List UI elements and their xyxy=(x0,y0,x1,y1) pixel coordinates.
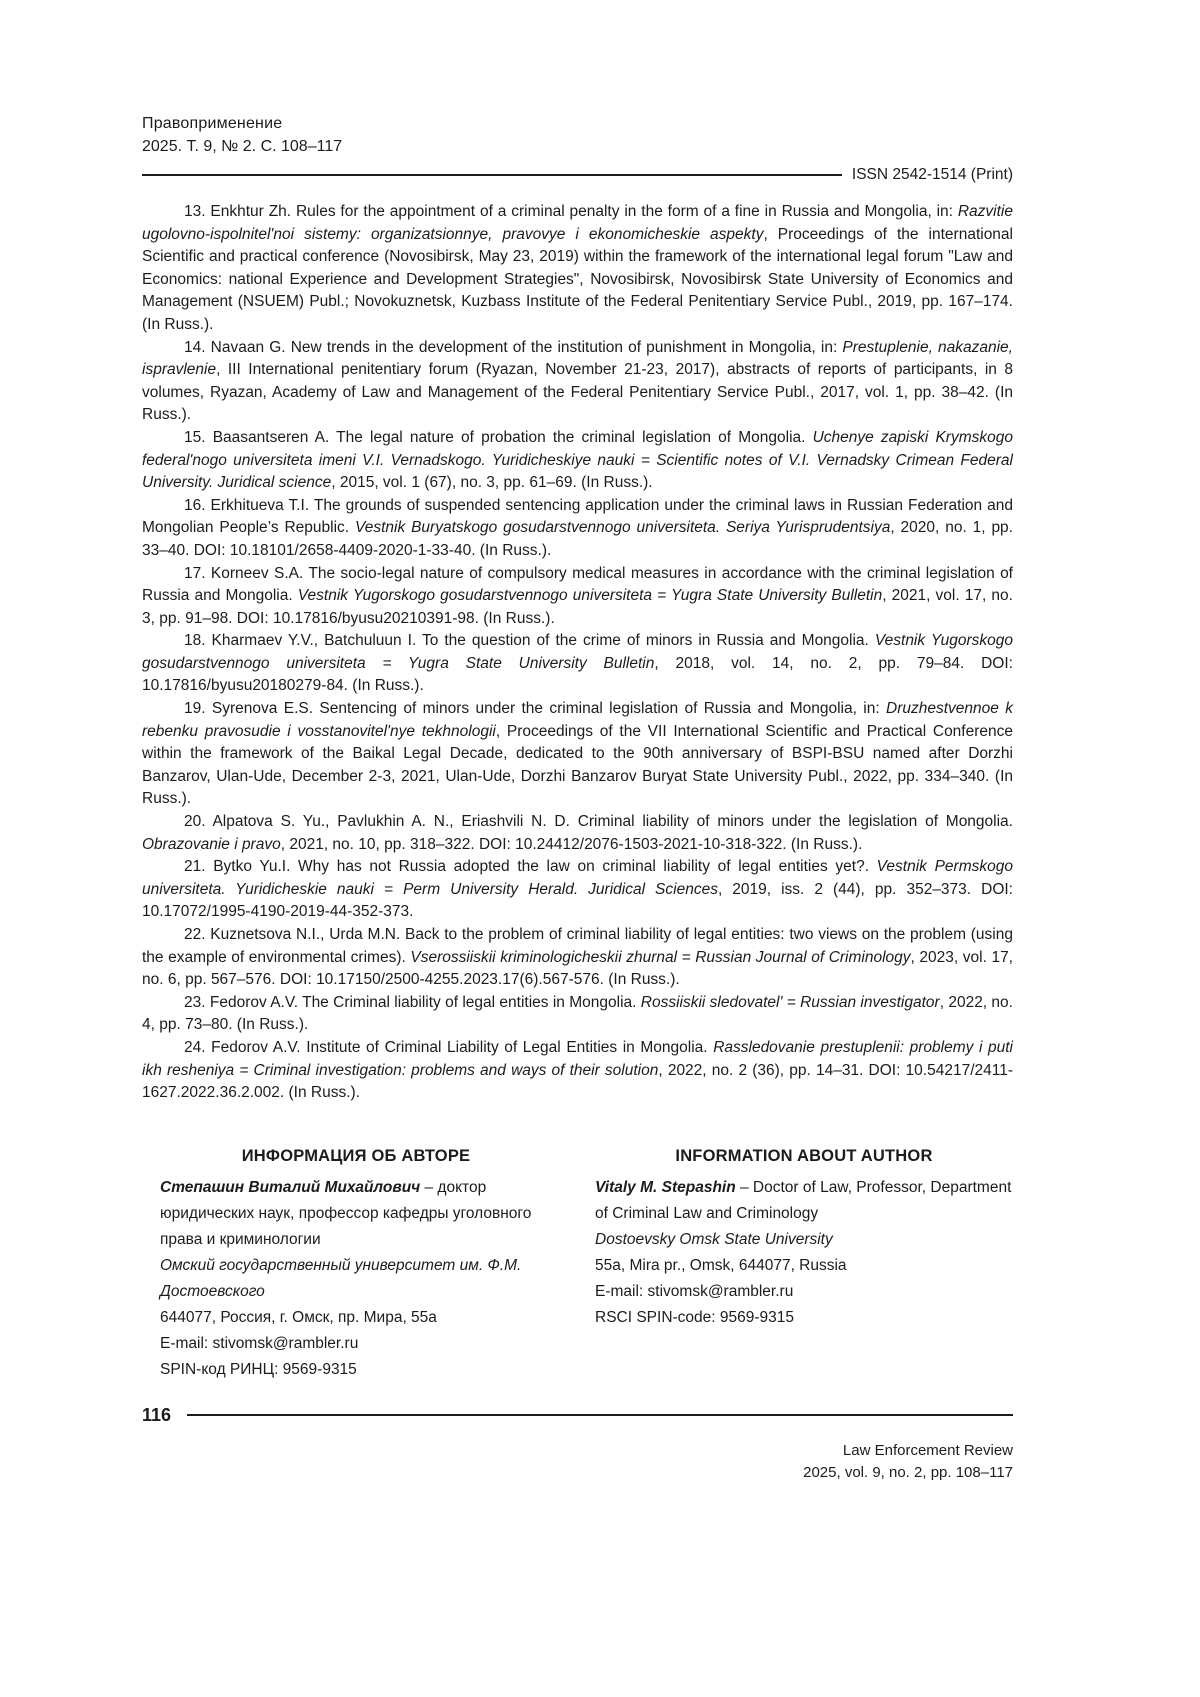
text-segment: Степашин Виталий Михайлович xyxy=(160,1178,421,1196)
reference-item xyxy=(142,495,1013,563)
reference-item xyxy=(142,992,1013,1037)
text-segment: Prestuplenie, nakazanie, ispravlenie xyxy=(142,338,1013,379)
author-info-line xyxy=(595,1279,1013,1305)
reference-item xyxy=(142,201,1013,337)
text-segment: – доктор юридических наук, профессор кафедры уголовного права и криминологии xyxy=(160,1178,532,1248)
text-segment: Razvitie ugolovno-ispolnitel'noi sistemy: organizatsionnye, pravovye i ekonomicheskie aspekty xyxy=(142,203,1013,243)
text-segment: 17. Korneev S.A. The socio-legal nature of compulsory medical measures in accordance with the criminal legislation of Russia and Mongolia. xyxy=(142,564,1013,605)
text-segment: Vserossiiskii kriminologicheskii zhurnal = Russian Journal of Criminology xyxy=(410,948,911,966)
text-segment: RSCI SPIN-code: 9569-9315 xyxy=(595,1308,795,1326)
text-segment: 14. Navaan G. New trends in the development of the institution of punishment in Mongolia, in: xyxy=(184,338,843,356)
footer-issue-line: 2025, vol. 9, no. 2, pp. 108–117 xyxy=(803,1463,1013,1481)
reference-item xyxy=(142,698,1013,811)
references-list xyxy=(142,201,1013,1105)
text-segment: , III International penitentiary forum (Ryazan, November 21-23, 2017), abstracts of reports of participants, in 8 volumes, Ryazan, Academy of Law and Management of the Federal Penitentiary Service Publ., 2017, vol. 1, pp. 38–42. (In Russ.). xyxy=(142,361,1013,424)
author-info-line xyxy=(595,1253,1013,1279)
author-info-line xyxy=(160,1331,552,1357)
author-info-line xyxy=(160,1253,552,1305)
text-segment: Омский государственный университет им. Ф.М. Достоевского xyxy=(160,1256,522,1300)
issn-label: ISSN 2542-1514 (Print) xyxy=(851,166,1013,183)
text-segment: E-mail: stivomsk@rambler.ru xyxy=(160,1334,359,1352)
author-info-line xyxy=(160,1305,552,1331)
text-segment: Vestnik Yugorskogo gosudarstvennogo universiteta = Yugra State University Bulletin xyxy=(142,632,1013,672)
reference-item xyxy=(142,630,1013,698)
text-segment: , 2021, vol. 17, no. 3, pp. 91–98. DOI: 10.17816/byusu20210391-98. (In Russ.). xyxy=(142,587,1013,627)
text-segment: E-mail: stivomsk@rambler.ru xyxy=(595,1282,794,1300)
text-segment: Dostoevsky Omsk State University xyxy=(595,1230,833,1248)
author-info-line xyxy=(160,1175,552,1253)
author-info-ru xyxy=(160,1147,552,1383)
text-segment: Druzhestvennoe k rebenku pravosudie i vosstanovitel'nye tekhnologii xyxy=(142,700,1014,740)
text-segment: Rassledovanie prestuplenii: problemy i puti ikh resheniya = Criminal investigation: problems and ways of their solution xyxy=(142,1038,1013,1079)
text-segment: 22. Kuznetsova N.I., Urda M.N. Back to the problem of criminal liability of legal entities: two views on the problem (using the example of environmental crimes). xyxy=(142,926,1013,966)
text-segment: 15. Baasantseren A. The legal nature of probation the criminal legislation of Mongolia. xyxy=(184,428,813,446)
author-info-line xyxy=(595,1305,1013,1331)
page-footer xyxy=(142,1405,1013,1484)
text-segment: , Proceedings of the VII International Scientific and Practical Conference within the framework of the Baikal Legal Decade, dedicated to the 90th anniversary of BSPI-BSU named after Dorzhi Banzarov, Ulan-Ude, December 2-3, 2021, Ulan-Ude, Dorzhi Banzarov Buryat State University Publ., 2022, pp. 334–340. (In Russ.). xyxy=(142,722,1014,808)
text-segment: , 2022, no. 4, pp. 73–80. (In Russ.). xyxy=(142,993,1013,1034)
author-info-line xyxy=(595,1175,1013,1227)
reference-item xyxy=(142,427,1013,495)
text-segment: 18. Kharmaev Y.V., Batchuluun I. To the question of the crime of minors in Russia and Mongolia. xyxy=(184,632,875,650)
text-segment: 13. Enkhtur Zh. Rules for the appointment of a criminal penalty in the form of a fine in Russia and Mongolia, in: xyxy=(184,203,958,220)
reference-item xyxy=(142,856,1013,924)
reference-item xyxy=(142,563,1013,631)
author-info-section xyxy=(142,1147,1013,1383)
text-segment: Rossiiskii sledovatel' = Russian investigator xyxy=(640,993,940,1011)
reference-item xyxy=(142,924,1013,992)
author-info-en-heading: INFORMATION ABOUT AUTHOR xyxy=(675,1146,933,1165)
text-segment: Vestnik Permskogo universiteta. Yuridicheskie nauki = Perm University Herald. Juridical Sciences xyxy=(142,858,1013,898)
author-info-en xyxy=(595,1147,1013,1383)
author-info-ru-heading: ИНФОРМАЦИЯ ОБ АВТОРЕ xyxy=(241,1146,471,1165)
text-segment: , 2021, no. 10, pp. 318–322. DOI: 10.24412/2076-1503-2021-10-318-322. (In Russ.). xyxy=(280,835,863,853)
journal-issue-line: 2025. Т. 9, № 2. С. 108–117 xyxy=(142,138,343,155)
text-segment: 23. Fedorov A.V. The Criminal liability of legal entities in Mongolia. xyxy=(184,993,641,1011)
text-segment: Vestnik Buryatskogo gosudarstvennogo universiteta. Seriya Yurisprudentsiya xyxy=(354,519,891,537)
text-segment: 24. Fedorov A.V. Institute of Criminal Liability of Legal Entities in Mongolia. xyxy=(184,1038,714,1056)
text-segment: , 2015, vol. 1 (67), no. 3, pp. 61–69. (In Russ.). xyxy=(331,474,653,492)
reference-item xyxy=(142,337,1013,427)
text-segment: Uchenye zapiski Krymskogo federal'nogo universiteta imeni V.I. Vernadskogo. Yuridicheskiye nauki = Scientific notes of V.I. Vernadsky Crimean Federal University. Juridical science xyxy=(142,428,1013,492)
text-segment: , 2022, no. 2 (36), pp. 14–31. DOI: 10.54217/2411-1627.2022.36.2.002. (In Russ.). xyxy=(142,1061,1013,1102)
text-segment: 16. Erkhitueva T.I. The grounds of suspended sentencing application under the criminal laws in Russian Federation and Mongolian People’s Republic. xyxy=(142,496,1013,537)
footer-journal-info xyxy=(142,1440,1013,1484)
text-segment: , Proceedings of the international Scientific and practical conference (Novosibirsk, May 23, 2019) within the framework of the international legal forum "Law and Economics: national Experience and Development Strategies", Novosibirsk, Novosibirsk State University of Economics and Management (NSUEM) Publ.; Novokuznetsk, Kuzbass Institute of the Federal Penitentiary Service Publ., 2019, pp. 167–174. (In Russ.). xyxy=(142,225,1013,333)
author-info-line xyxy=(160,1357,552,1383)
text-segment: 20. Alpatova S. Yu., Pavlukhin A. N., Eriashvili N. D. Criminal liability of minors under the legislation of Mongolia. xyxy=(184,813,1013,831)
text-segment: 19. Syrenova E.S. Sentencing of minors under the criminal legislation of Russia and Mongolia, in: xyxy=(184,700,887,718)
author-info-ru-body xyxy=(160,1175,552,1383)
text-segment: , 2019, iss. 2 (44), pp. 352–373. DOI: 10.17072/1995-4190-2019-44-352-373. xyxy=(142,880,1013,921)
issn-row xyxy=(142,163,1013,186)
text-segment: Vestnik Yugorskogo gosudarstvennogo universiteta = Yugra State University Bulletin xyxy=(297,587,883,605)
text-segment: 55a, Mira pr., Omsk, 644077, Russia xyxy=(595,1256,847,1274)
header-rule xyxy=(142,174,842,176)
text-segment: Obrazovanie i pravo xyxy=(142,835,281,853)
author-info-line xyxy=(595,1227,1013,1253)
text-segment: SPIN-код РИНЦ: 9569-9315 xyxy=(160,1360,357,1378)
reference-item xyxy=(142,1037,1013,1105)
journal-title: Правоприменение xyxy=(142,115,283,132)
footer-rule xyxy=(187,1414,1013,1416)
text-segment: , 2023, vol. 17, no. 6, pp. 567–576. DOI: 10.17150/2500-4255.2023.17(6).567-576. (In Russ.). xyxy=(142,948,1013,989)
footer-rule-row xyxy=(142,1405,1013,1426)
text-segment: – Doctor of Law, Professor, Department of Criminal Law and Criminology xyxy=(595,1178,1012,1222)
text-segment: 644077, Россия, г. Омск, пр. Мира, 55а xyxy=(160,1308,437,1326)
text-segment: 21. Bytko Yu.I. Why has not Russia adopted the law on criminal liability of legal entities yet?. xyxy=(184,858,877,876)
footer-journal-name: Law Enforcement Review xyxy=(842,1441,1013,1459)
author-info-en-body xyxy=(595,1175,1013,1331)
page-header xyxy=(142,112,1013,186)
page-number: 116 xyxy=(142,1404,172,1425)
reference-item xyxy=(142,811,1013,856)
text-segment: Vitaly M. Stepashin xyxy=(595,1178,736,1196)
text-segment: , 2020, no. 1, pp. 33–40. DOI: 10.18101/2658-4409-2020-1-33-40. (In Russ.). xyxy=(142,519,1013,559)
text-segment: , 2018, vol. 14, no. 2, pp. 79–84. DOI: 10.17816/byusu20180279-84. (In Russ.). xyxy=(142,654,1013,695)
